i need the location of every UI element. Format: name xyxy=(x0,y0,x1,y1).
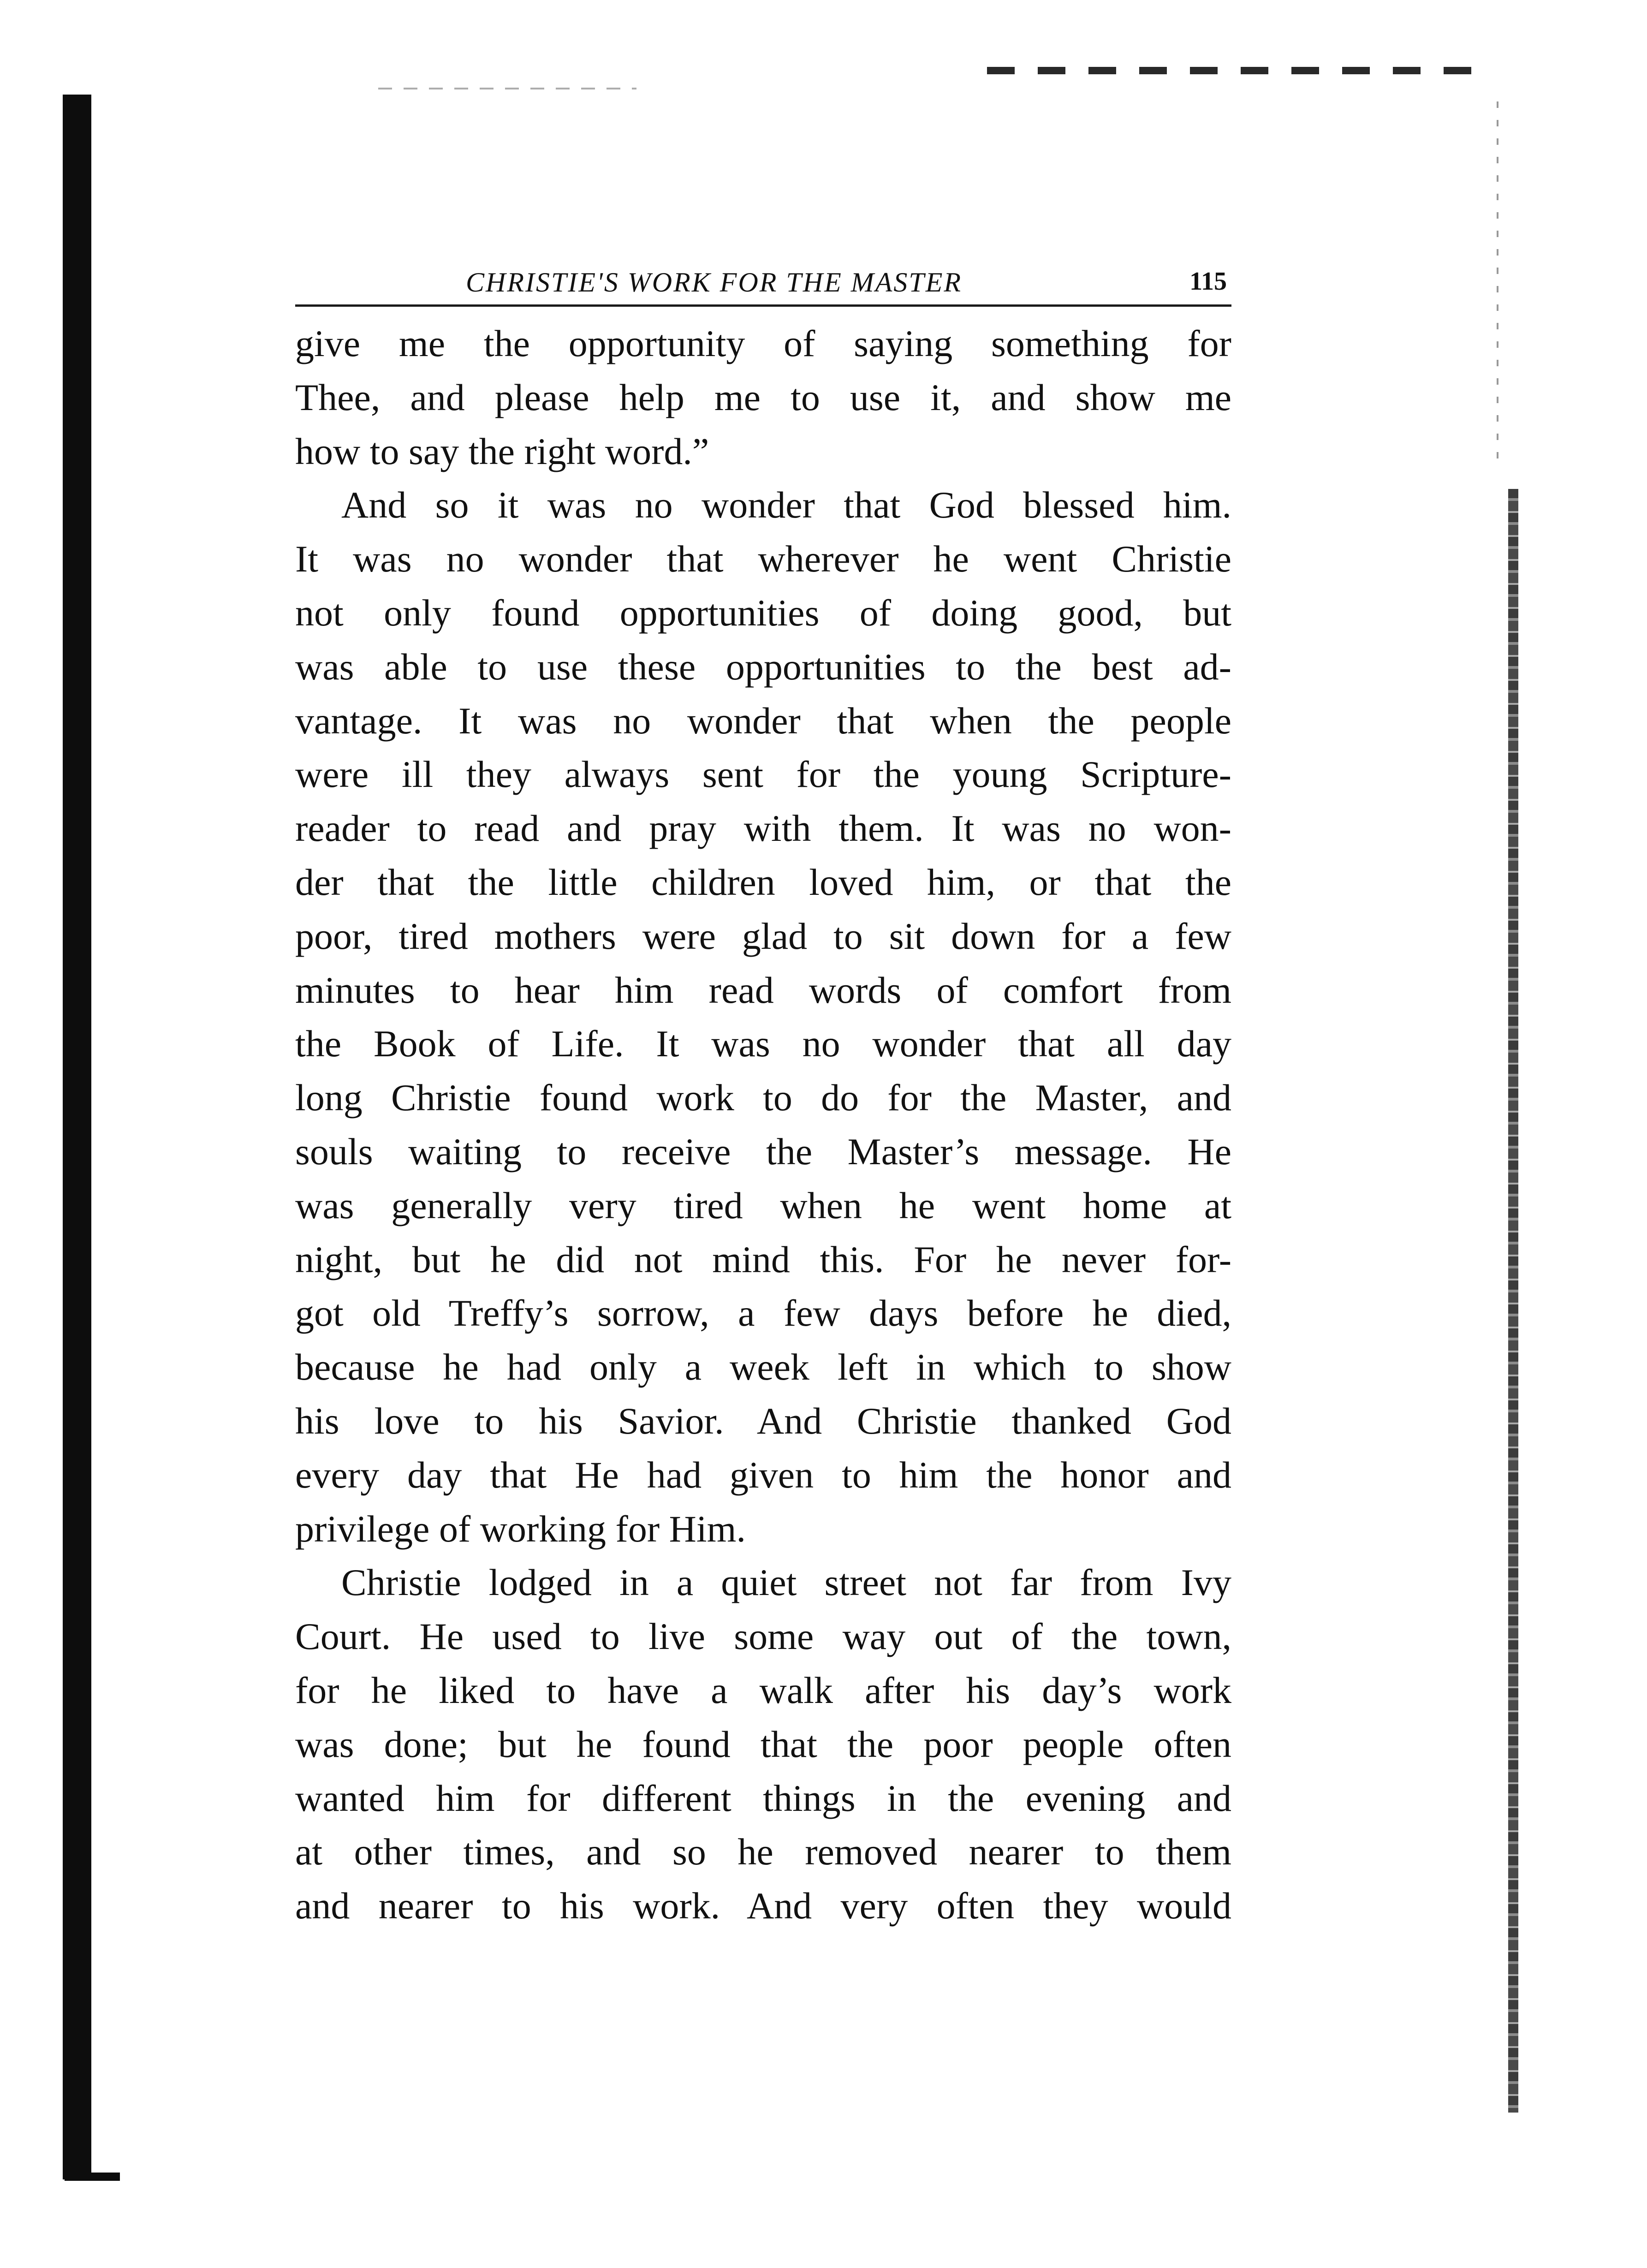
text-line: Christie lodged in a quiet street not far from Ivy xyxy=(341,1561,1231,1604)
text-line: poor, tired mothers were glad to sit down for a few xyxy=(295,915,1231,957)
text-line: how to say the right word.” xyxy=(295,430,709,472)
scan-binding-foot xyxy=(65,2173,120,2181)
running-head xyxy=(295,263,1231,307)
text-line: the Book of Life. It was no wonder that all day xyxy=(295,1023,1231,1065)
text-line: at other times, and so he removed nearer to them xyxy=(295,1831,1231,1873)
body-text xyxy=(295,317,1231,1933)
text-line: der that the little children loved him, or that the xyxy=(295,861,1231,903)
text-line: was able to use these opportunities to the best ad- xyxy=(295,645,1231,688)
text-line: long Christie found work to do for the Master, and xyxy=(295,1077,1231,1119)
text-line: Thee, and please help me to use it, and show me xyxy=(295,376,1231,418)
scan-top-faint-marks xyxy=(378,88,636,89)
text-line: privilege of working for Him. xyxy=(295,1507,746,1550)
text-line: got old Treffy’s sorrow, a few days before he died, xyxy=(295,1292,1231,1334)
text-line: night, but he did not mind this. For he never for- xyxy=(295,1238,1231,1280)
text-line: reader to read and pray with them. It was no won- xyxy=(295,807,1231,850)
scan-top-bleed-marks xyxy=(987,67,1485,74)
text-line: every day that He had given to him the honor and xyxy=(295,1453,1231,1496)
text-line: souls waiting to receive the Master’s message. He xyxy=(295,1130,1231,1173)
text-line: for he liked to have a walk after his day’s work xyxy=(295,1669,1231,1711)
text-line: Court. He used to live some way out of the town, xyxy=(295,1615,1231,1658)
running-title: CHRISTIE'S WORK FOR THE MASTER xyxy=(466,267,963,298)
page-number: 115 xyxy=(1189,267,1227,296)
text-line: his love to his Savior. And Christie thanked God xyxy=(295,1399,1231,1442)
text-line: give me the opportunity of saying something for xyxy=(295,322,1231,364)
text-line: was done; but he found that the poor people often xyxy=(295,1723,1231,1765)
text-line: was generally very tired when he went home at xyxy=(295,1184,1231,1226)
text-line: wanted him for different things in the evening and xyxy=(295,1777,1231,1819)
text-line: And so it was no wonder that God blessed him. xyxy=(341,484,1231,526)
text-line: It was no wonder that wherever he went Christie xyxy=(295,538,1231,580)
text-line: were ill they always sent for the young Scripture- xyxy=(295,753,1231,796)
text-line: vantage. It was no wonder that when the people xyxy=(295,699,1231,742)
text-line: and nearer to his work. And very often they would xyxy=(295,1885,1231,1927)
scan-page-edge xyxy=(1508,489,1518,2113)
text-line: because he had only a week left in which to show xyxy=(295,1346,1231,1388)
scan-page-edge-faint xyxy=(1497,101,1498,470)
text-line: not only found opportunities of doing good, but xyxy=(295,591,1231,634)
text-line: minutes to hear him read words of comfort from xyxy=(295,969,1231,1011)
book-page xyxy=(295,263,1231,1933)
scan-binding-shadow xyxy=(63,95,91,2179)
